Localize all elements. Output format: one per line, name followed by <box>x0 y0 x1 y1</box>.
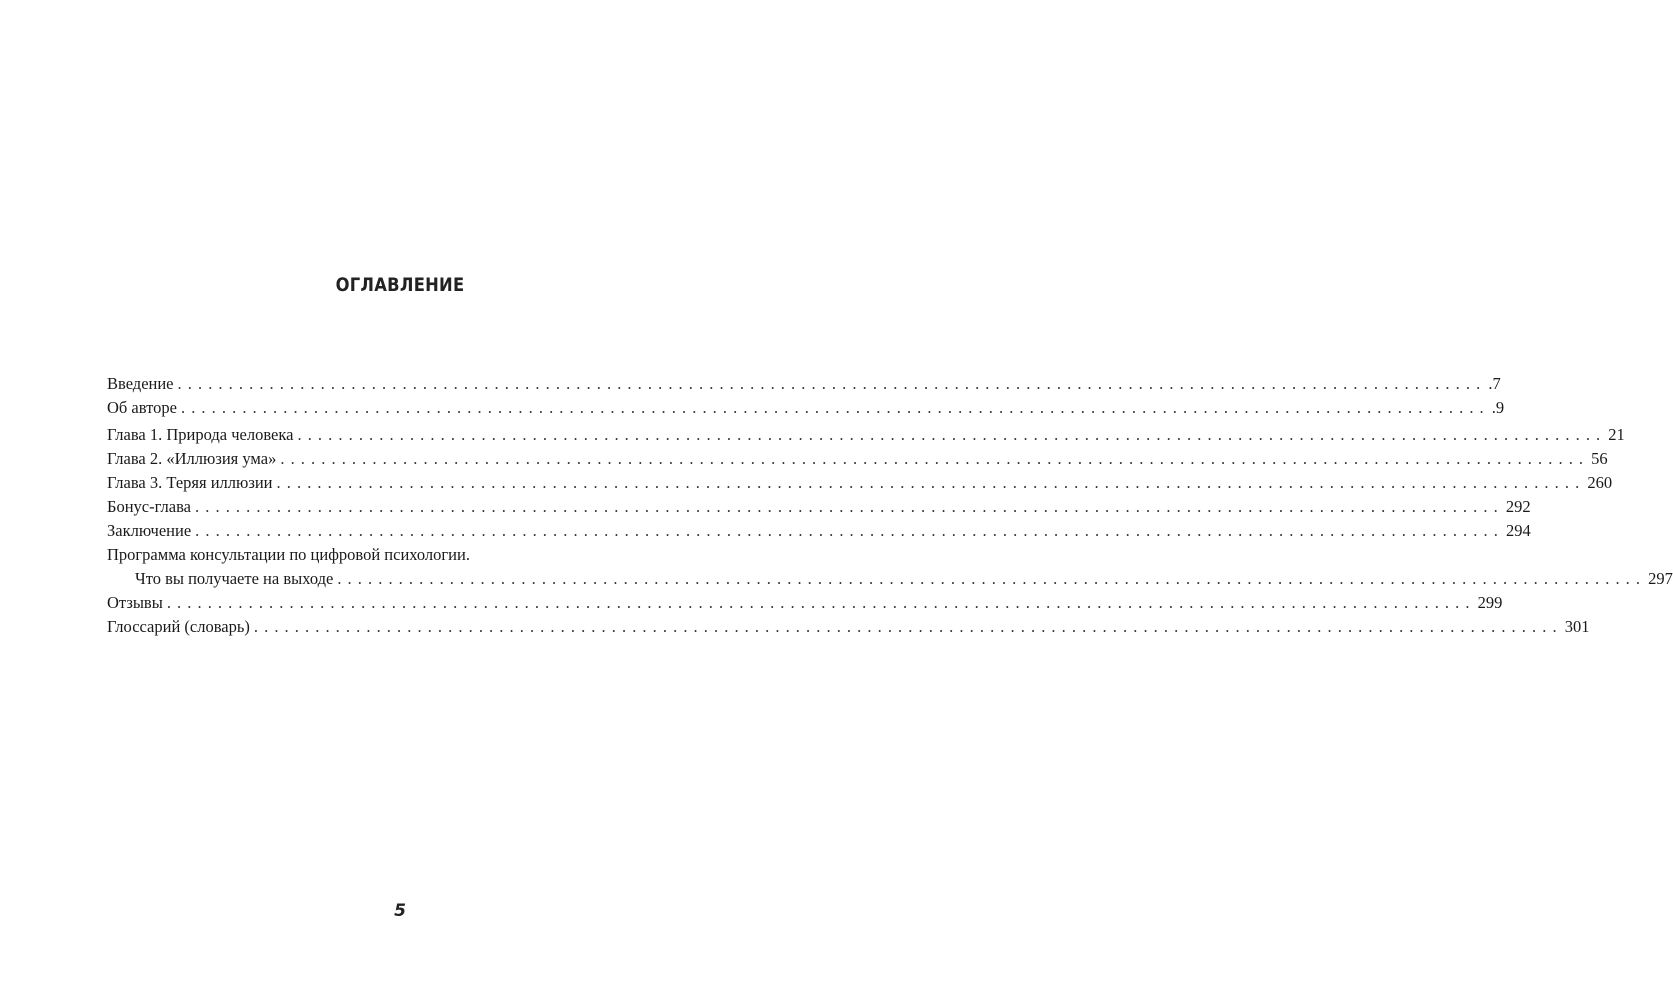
toc-entry-page: .7 <box>1488 374 1501 393</box>
toc-leader-dots: ................................................................................................................................ <box>337 569 1647 588</box>
toc-entry-label: Глава 2. «Иллюзия ума» <box>107 449 277 468</box>
toc-leader-dots: ................................................................................................................................ <box>166 593 1476 612</box>
toc-entry-label: Глава 1. Природа человека <box>107 425 294 444</box>
toc-entry-page: 21 <box>1608 425 1625 444</box>
toc-entry-about-author[interactable] <box>107 396 1505 420</box>
page-number: 5 <box>394 901 406 921</box>
toc-leader-dots: ................................................................................................................................ <box>195 521 1504 540</box>
table-of-contents <box>107 372 1673 639</box>
toc-entry-page: .9 <box>1491 398 1505 417</box>
toc-entry-page: 56 <box>1591 449 1608 468</box>
toc-entry-introduction[interactable] <box>107 372 1501 396</box>
toc-entry-page: 294 <box>1505 521 1531 540</box>
toc-entry-page: 299 <box>1477 593 1503 612</box>
toc-entry-label: Заключение <box>107 521 192 540</box>
toc-entry-consultation-program[interactable] <box>107 543 1673 591</box>
toc-entry-label: Об авторе <box>107 398 177 417</box>
toc-entry-label: Бонус-глава <box>107 497 192 516</box>
toc-entry-page: 260 <box>1587 473 1613 492</box>
toc-leader-dots: ................................................................................................................................ <box>177 374 1487 393</box>
toc-leader-dots: ................................................................................................................................ <box>280 449 1590 468</box>
toc-entry-bonus-chapter[interactable] <box>107 495 1531 519</box>
toc-entry-label: Глоссарий (словарь) <box>107 617 250 636</box>
toc-entry-consultation-subline <box>107 567 1673 591</box>
toc-entry-chapter-3[interactable] <box>107 471 1613 495</box>
toc-title: ОГЛАВЛЕНИЕ <box>335 274 465 296</box>
toc-leader-dots: ................................................................................................................................ <box>297 425 1607 444</box>
toc-entry-chapter-1[interactable] <box>107 423 1625 447</box>
toc-entry-conclusion[interactable] <box>107 519 1531 543</box>
toc-entry-page: 297 <box>1648 569 1673 588</box>
toc-entry-page: 292 <box>1505 497 1531 516</box>
toc-entry-glossary[interactable] <box>107 615 1590 639</box>
toc-entry-label: Отзывы <box>107 593 163 612</box>
toc-entry-reviews[interactable] <box>107 591 1503 615</box>
toc-entry-chapter-2[interactable] <box>107 447 1608 471</box>
toc-entry-label: Что вы получаете на выходе <box>135 569 334 588</box>
toc-leader-dots: ................................................................................................................................ <box>195 497 1504 516</box>
toc-leader-dots: ................................................................................................................................ <box>180 398 1490 417</box>
toc-leader-dots: ................................................................................................................................ <box>276 473 1586 492</box>
toc-entry-page: 301 <box>1564 617 1590 636</box>
toc-entry-label: Программа консультации по цифровой психологии. <box>107 545 470 564</box>
toc-entry-label: Глава 3. Теряя иллюзии <box>107 473 273 492</box>
toc-entry-label: Введение <box>107 374 174 393</box>
toc-leader-dots: ................................................................................................................................ <box>253 617 1563 636</box>
